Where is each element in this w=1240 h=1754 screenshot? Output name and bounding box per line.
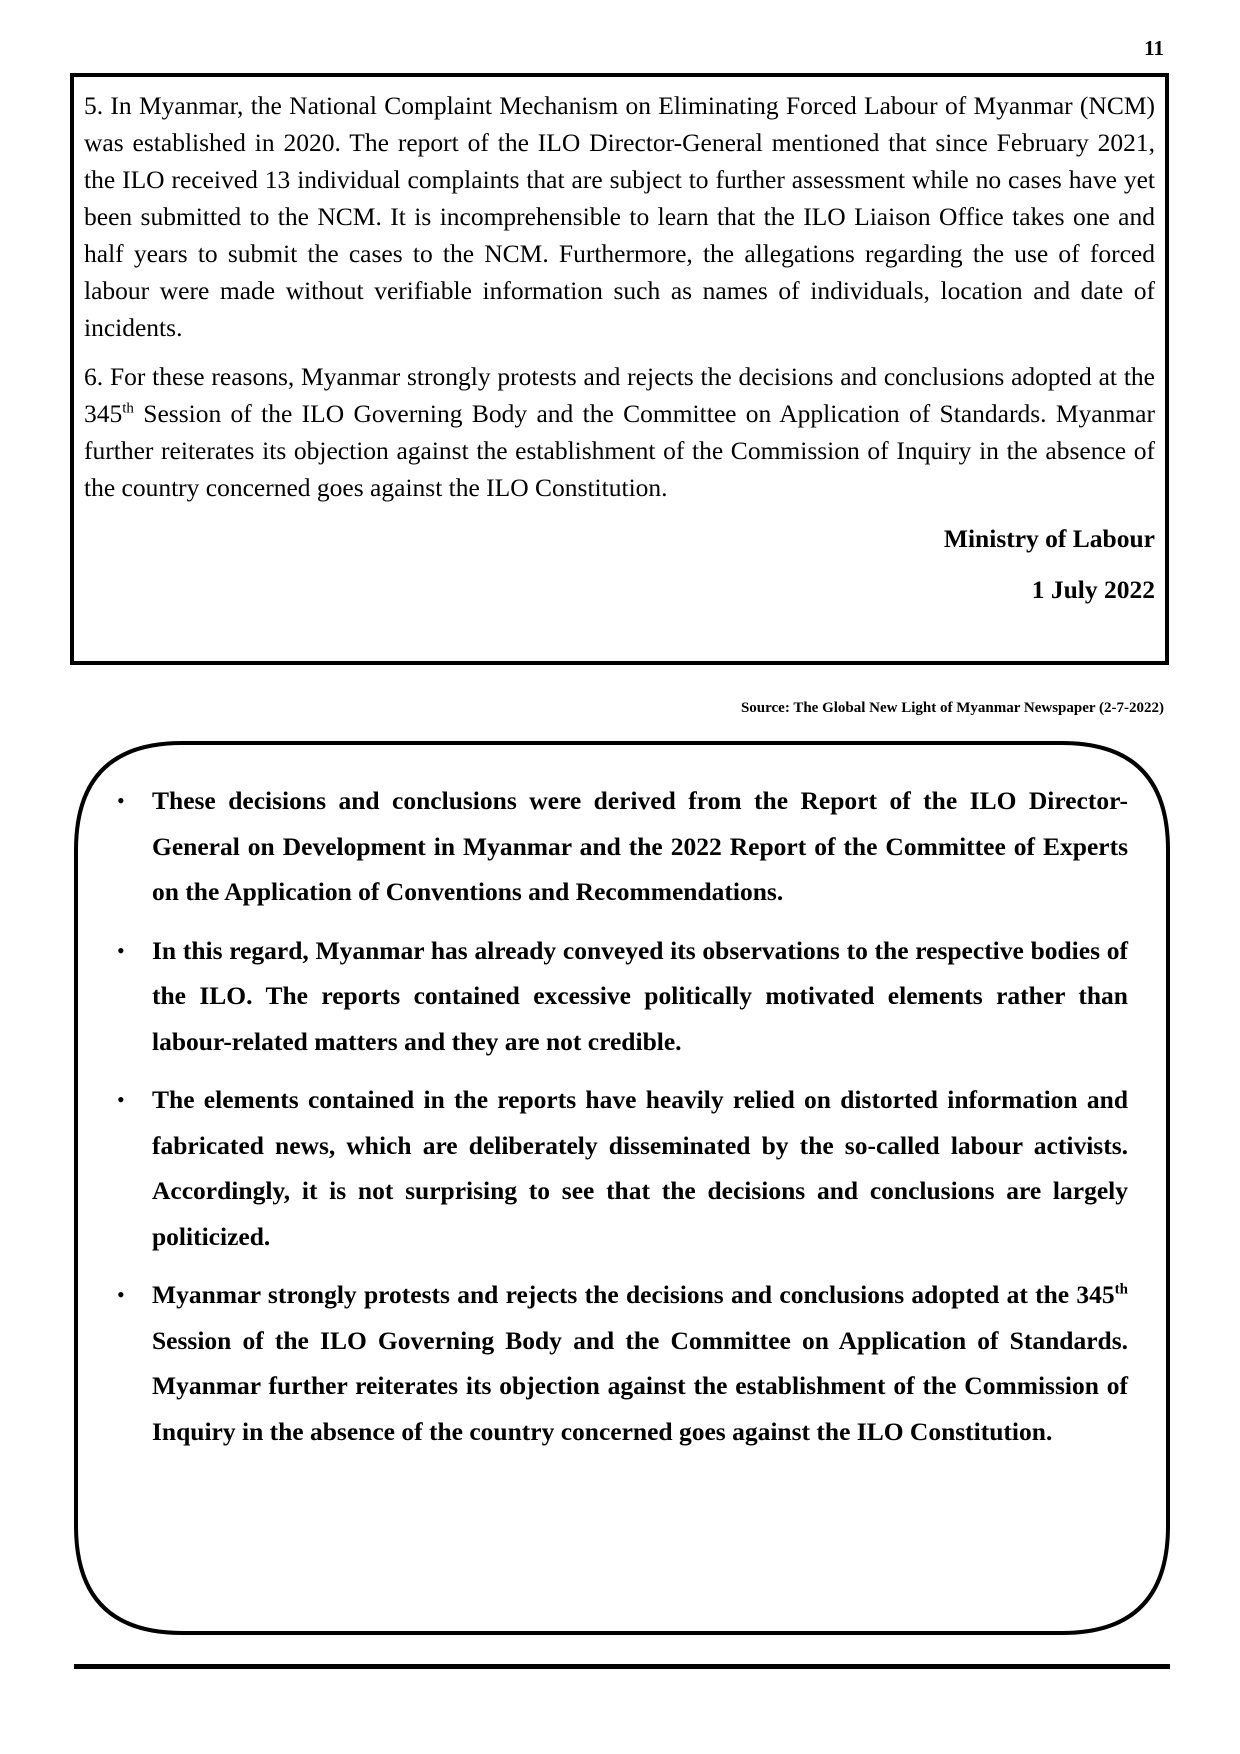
bullet-text [152,1280,1128,1446]
bullet-marker: • [117,788,125,813]
page-number: 11 [1144,36,1164,60]
bullet-marker: • [117,937,125,963]
paragraph-6 [84,358,1155,506]
bullet-text-start: Myanmar strongly protests and rejects the decisions and conclusions adopted at the 345 [152,1280,1115,1309]
bullet-item [110,778,1128,915]
summary-bullet-list [110,778,1128,1467]
paragraph-5: 5. In Myanmar, the National Complaint Mechanism on Eliminating Forced Labour of Myanmar (NCM) was established in 2020. The report of the ILO Director-General mentioned that since February 2021, the ILO received 13 individual complaints that are subject to further assessment while no cases have yet been submitted to the NCM. It is incomprehensible to learn that the ILO Liaison Office takes one and half years to submit the cases to the NCM. Furthermore, the allegations regarding the use of forced labour were made without verifiable information such as names of individuals, location and date of incidents. [84,91,1155,342]
bullet-text: The elements contained in the reports have heavily relied on distorted information and fabricated news, which are deliberately disseminated by the so-called labour activists. Accordingly, it is not surprising to see that the decisions and conclusions are largely politicized. [152,1085,1128,1251]
bullet-marker: • [117,1282,125,1307]
footer-rule [74,1664,1170,1669]
press-statement-box [70,73,1169,665]
statement-date: 1 July 2022 [1031,575,1155,604]
source-citation: Source: The Global New Light of Myanmar Newspaper (2-7-2022) [740,700,1164,716]
bullet-item [110,928,1128,1065]
bullet-text: These decisions and conclusions were derived from the Report of the ILO Director-General on Development in Myanmar and the 2022 Report of the Committee of Experts on the Application of Conventions and Recommendations. [152,786,1128,906]
bullet-item [110,1077,1128,1259]
ordinal-suffix: th [1114,1281,1128,1298]
bullet-text: In this regard, Myanmar has already conveyed its observations to the respective bodies of the ILO. The reports contained excessive politically motivated elements rather than labour-related matters and they are not credible. [152,935,1128,1056]
signatory: Ministry of Labour [943,524,1155,553]
bullet-marker: • [117,1087,125,1112]
bullet-item [110,1272,1128,1454]
bullet-text-end: Session of the ILO Governing Body and the Committee on Application of Standards. Myanmar further reiterates its objection against the establishment of the Commission of Inquiry in the absence of the country concerned goes against the ILO Constitution. [152,1325,1128,1446]
paragraph-6-text-start: 6. For these reasons, Myanmar strongly protests and rejects the decisions and conclusions adopted at the 345 [84,362,1155,428]
paragraph-6-text-end: Session of the ILO Governing Body and the Committee on Application of Standards. Myanmar further reiterates its objection against the establishment of the Commission of Inquiry in the absence of the country concerned goes against the ILO Constitution. [84,399,1155,502]
ordinal-suffix: th [122,400,134,417]
